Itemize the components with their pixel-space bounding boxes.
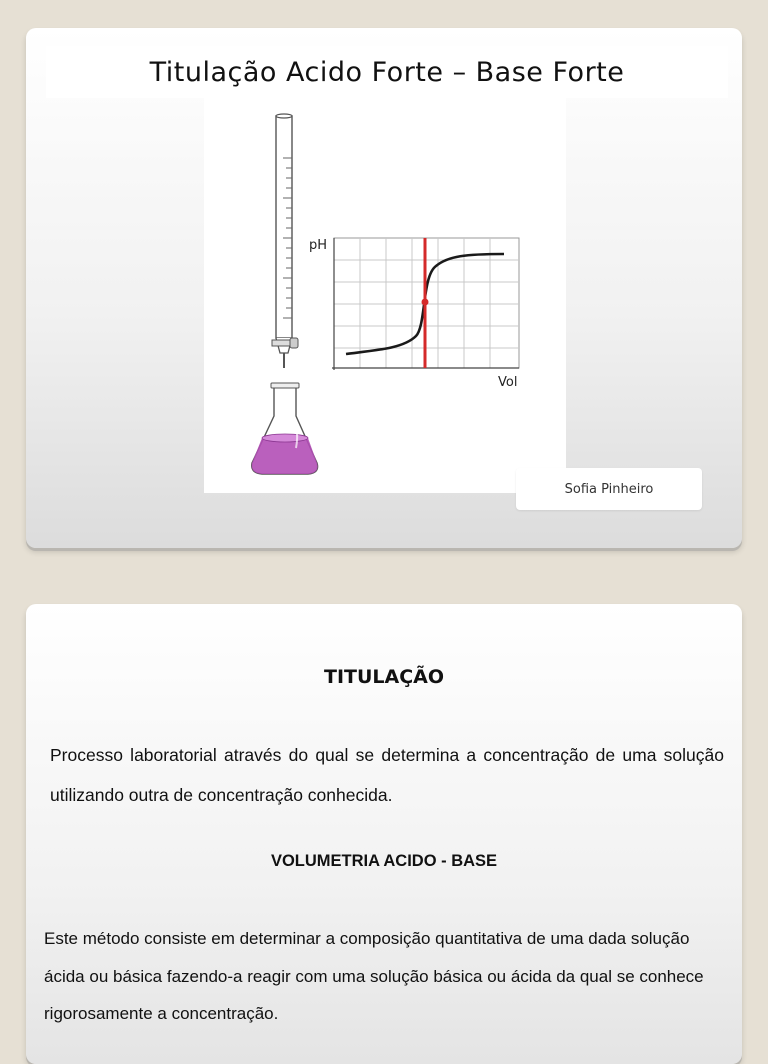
slide-title: [26, 28, 742, 548]
title-bar: [46, 46, 728, 98]
burette-icon: [272, 114, 298, 368]
y-axis-label: pH: [309, 238, 328, 253]
author-name: Sofia Pinheiro: [564, 481, 654, 497]
section-subheading: VOLUMETRIA ACIDO - BASE: [270, 852, 498, 870]
author-box: [516, 468, 702, 510]
titration-svg: [204, 98, 566, 493]
equivalence-point: [422, 299, 429, 306]
erlenmeyer-flask-icon: [252, 383, 318, 474]
slide-content: [26, 604, 742, 1064]
section-heading: TITULAÇÃO: [323, 666, 445, 688]
definition-paragraph: Processo laboratorial através do qual se determina a concentração de uma solução utilizando outra de concentração conhecida.: [50, 745, 724, 805]
slide-title-text: Titulação Acido Forte – Base Forte: [149, 56, 625, 88]
x-axis-label: Vol: [498, 375, 518, 390]
titration-illustration: [204, 98, 566, 493]
method-paragraph: Este método consiste em determinar a composição quantitativa de uma dada solução ácida ou básica fazendo-a reagir com uma solução básica ou ácida da qual se conhece rigorosamente a concentração.: [44, 929, 704, 1023]
titration-curve-graph: [309, 238, 519, 390]
